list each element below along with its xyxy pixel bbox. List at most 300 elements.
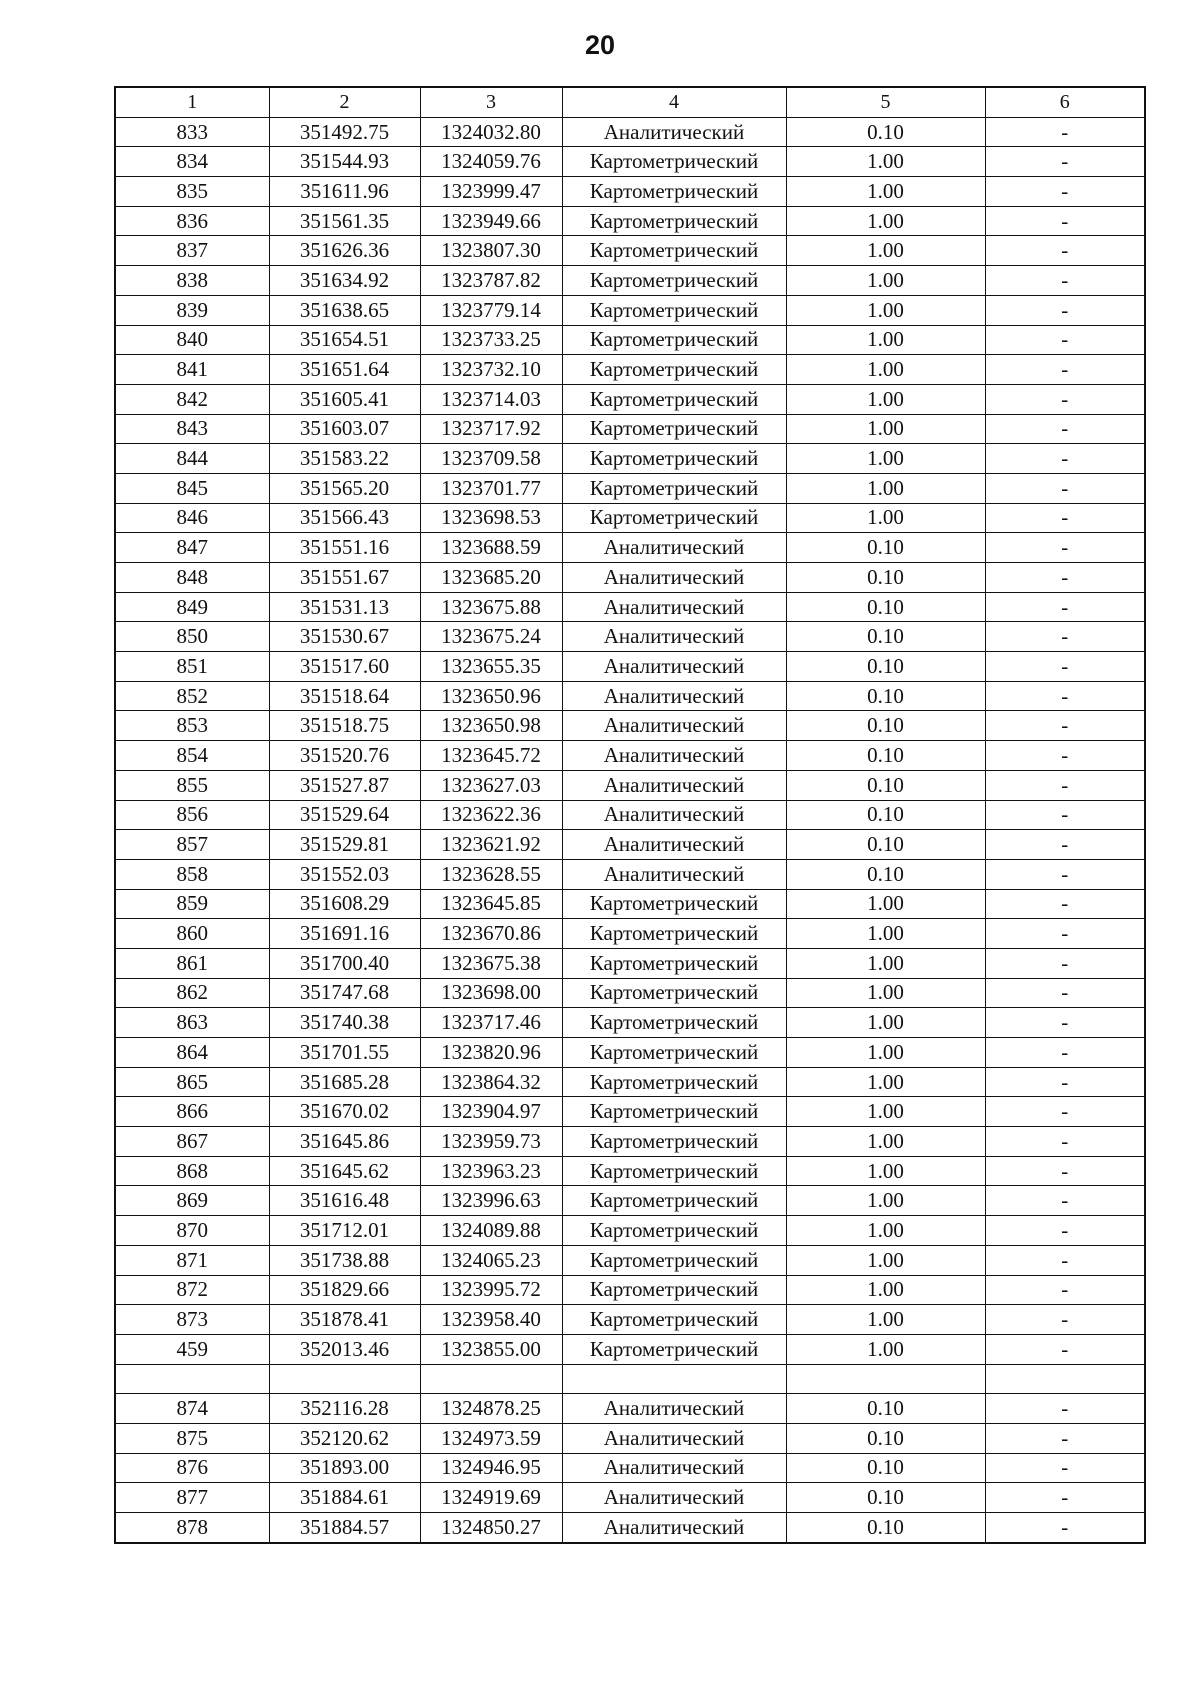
cell-method: Картометрический: [562, 355, 786, 385]
table-row: [115, 177, 1145, 207]
cell-x-coordinate: 351638.65: [269, 295, 420, 325]
cell-accuracy: 1.00: [786, 1067, 985, 1097]
cell-point-number: 873: [115, 1305, 269, 1335]
cell-method: Картометрический: [562, 1275, 786, 1305]
cell-note: -: [985, 1275, 1145, 1305]
cell-x-coordinate: 351701.55: [269, 1038, 420, 1068]
cell-y-coordinate: 1323650.96: [420, 681, 562, 711]
cell-method: Аналитический: [562, 859, 786, 889]
cell-y-coordinate: 1323670.86: [420, 919, 562, 949]
cell-point-number: 854: [115, 741, 269, 771]
cell-note: -: [985, 444, 1145, 474]
cell-x-coordinate: 351645.62: [269, 1156, 420, 1186]
cell-point-number: 875: [115, 1423, 269, 1453]
cell-point-number: 861: [115, 948, 269, 978]
cell-y-coordinate: 1324973.59: [420, 1423, 562, 1453]
cell-point-number: 840: [115, 325, 269, 355]
cell-accuracy: 0.10: [786, 830, 985, 860]
cell-note: -: [985, 652, 1145, 682]
cell-note: -: [985, 503, 1145, 533]
cell-note: -: [985, 1513, 1145, 1543]
table-body: [115, 117, 1145, 1543]
cell-x-coordinate: 351616.48: [269, 1186, 420, 1216]
cell-note: -: [985, 295, 1145, 325]
cell-accuracy: 1.00: [786, 384, 985, 414]
table-row: [115, 978, 1145, 1008]
cell-point-number: 863: [115, 1008, 269, 1038]
table-row: [115, 1394, 1145, 1424]
table-row: [115, 1245, 1145, 1275]
cell-x-coordinate: 351829.66: [269, 1275, 420, 1305]
cell-x-coordinate: 351884.57: [269, 1513, 420, 1543]
cell-method: Картометрический: [562, 325, 786, 355]
cell-accuracy: 1.00: [786, 1334, 985, 1364]
table-row: [115, 681, 1145, 711]
cell-y-coordinate: 1323701.77: [420, 473, 562, 503]
cell-note: -: [985, 384, 1145, 414]
table-row: [115, 948, 1145, 978]
cell-y-coordinate: 1323675.24: [420, 622, 562, 652]
cell-note: -: [985, 711, 1145, 741]
page-number: 20: [584, 30, 616, 60]
cell-note: -: [985, 1038, 1145, 1068]
cell-method: Картометрический: [562, 1334, 786, 1364]
cell-point-number: 871: [115, 1245, 269, 1275]
table-row: [115, 830, 1145, 860]
table-row: [115, 384, 1145, 414]
cell-x-coordinate: 352013.46: [269, 1334, 420, 1364]
table-row: [115, 1156, 1145, 1186]
cell-method: Картометрический: [562, 919, 786, 949]
cell-method: Картометрический: [562, 473, 786, 503]
cell-accuracy: 0.10: [786, 1513, 985, 1543]
cell-point-number: 852: [115, 681, 269, 711]
cell-method: Картометрический: [562, 1305, 786, 1335]
cell-accuracy: 0.10: [786, 859, 985, 889]
cell-note: -: [985, 830, 1145, 860]
cell-method: Аналитический: [562, 741, 786, 771]
table-row: [115, 1364, 1145, 1394]
cell-method: Картометрический: [562, 1038, 786, 1068]
cell-note: -: [985, 741, 1145, 771]
cell-method: Аналитический: [562, 681, 786, 711]
cell-y-coordinate: 1323714.03: [420, 384, 562, 414]
cell-y-coordinate: 1323999.47: [420, 177, 562, 207]
cell-point-number: 843: [115, 414, 269, 444]
cell-method: Аналитический: [562, 1453, 786, 1483]
cell-note: -: [985, 681, 1145, 711]
cell-method: Аналитический: [562, 770, 786, 800]
cell-note: [985, 1364, 1145, 1394]
cell-accuracy: 0.10: [786, 1394, 985, 1424]
cell-point-number: 850: [115, 622, 269, 652]
cell-x-coordinate: 351654.51: [269, 325, 420, 355]
table-row: [115, 117, 1145, 147]
cell-y-coordinate: 1323717.92: [420, 414, 562, 444]
table-row: [115, 473, 1145, 503]
table-row: [115, 1097, 1145, 1127]
cell-x-coordinate: 351566.43: [269, 503, 420, 533]
table-row: [115, 236, 1145, 266]
table-row: [115, 1334, 1145, 1364]
cell-accuracy: 1.00: [786, 236, 985, 266]
cell-y-coordinate: [420, 1364, 562, 1394]
cell-point-number: 874: [115, 1394, 269, 1424]
cell-method: Картометрический: [562, 444, 786, 474]
cell-x-coordinate: 351700.40: [269, 948, 420, 978]
table-row: [115, 266, 1145, 296]
cell-x-coordinate: 351517.60: [269, 652, 420, 682]
cell-accuracy: 1.00: [786, 889, 985, 919]
table-row: [115, 503, 1145, 533]
column-header: 1: [115, 87, 269, 117]
cell-method: Картометрический: [562, 948, 786, 978]
cell-x-coordinate: 352116.28: [269, 1394, 420, 1424]
column-header: 5: [786, 87, 985, 117]
cell-method: Аналитический: [562, 117, 786, 147]
coordinates-table: [114, 86, 1146, 1544]
column-header: 3: [420, 87, 562, 117]
cell-y-coordinate: 1323628.55: [420, 859, 562, 889]
cell-y-coordinate: 1323622.36: [420, 800, 562, 830]
table-row: [115, 711, 1145, 741]
cell-point-number: 842: [115, 384, 269, 414]
cell-x-coordinate: 351685.28: [269, 1067, 420, 1097]
table-row: [115, 563, 1145, 593]
cell-method: Картометрический: [562, 414, 786, 444]
cell-y-coordinate: 1323655.35: [420, 652, 562, 682]
cell-accuracy: 1.00: [786, 266, 985, 296]
column-header: 2: [269, 87, 420, 117]
cell-accuracy: 0.10: [786, 1483, 985, 1513]
cell-y-coordinate: 1323949.66: [420, 206, 562, 236]
cell-note: -: [985, 473, 1145, 503]
cell-y-coordinate: 1323650.98: [420, 711, 562, 741]
cell-accuracy: 1.00: [786, 1186, 985, 1216]
table-row: [115, 1008, 1145, 1038]
table-row: [115, 859, 1145, 889]
cell-note: -: [985, 266, 1145, 296]
table-row: [115, 1038, 1145, 1068]
table-row: [115, 800, 1145, 830]
cell-point-number: 876: [115, 1453, 269, 1483]
cell-y-coordinate: 1323698.00: [420, 978, 562, 1008]
cell-x-coordinate: 351603.07: [269, 414, 420, 444]
cell-point-number: 859: [115, 889, 269, 919]
cell-note: -: [985, 1334, 1145, 1364]
cell-point-number: 851: [115, 652, 269, 682]
cell-accuracy: 1.00: [786, 1097, 985, 1127]
cell-method: Картометрический: [562, 147, 786, 177]
cell-y-coordinate: 1323698.53: [420, 503, 562, 533]
cell-note: -: [985, 1394, 1145, 1424]
cell-point-number: 856: [115, 800, 269, 830]
cell-accuracy: 1.00: [786, 1305, 985, 1335]
cell-accuracy: 1.00: [786, 295, 985, 325]
cell-y-coordinate: 1323820.96: [420, 1038, 562, 1068]
cell-accuracy: 1.00: [786, 147, 985, 177]
cell-accuracy: 1.00: [786, 444, 985, 474]
table-row: [115, 652, 1145, 682]
cell-accuracy: 0.10: [786, 1423, 985, 1453]
cell-point-number: 836: [115, 206, 269, 236]
cell-point-number: 855: [115, 770, 269, 800]
cell-y-coordinate: 1323709.58: [420, 444, 562, 474]
cell-method: Аналитический: [562, 1483, 786, 1513]
cell-point-number: 835: [115, 177, 269, 207]
cell-point-number: 839: [115, 295, 269, 325]
cell-x-coordinate: [269, 1364, 420, 1394]
cell-y-coordinate: 1323675.88: [420, 592, 562, 622]
cell-accuracy: 0.10: [786, 770, 985, 800]
cell-note: -: [985, 1216, 1145, 1246]
table-row: [115, 355, 1145, 385]
cell-y-coordinate: 1324065.23: [420, 1245, 562, 1275]
table-row: [115, 1127, 1145, 1157]
table-row: [115, 206, 1145, 236]
cell-x-coordinate: 351518.75: [269, 711, 420, 741]
cell-note: -: [985, 147, 1145, 177]
cell-point-number: 867: [115, 1127, 269, 1157]
cell-note: -: [985, 1305, 1145, 1335]
cell-y-coordinate: 1323904.97: [420, 1097, 562, 1127]
cell-point-number: 868: [115, 1156, 269, 1186]
cell-accuracy: 0.10: [786, 652, 985, 682]
cell-note: -: [985, 770, 1145, 800]
cell-note: -: [985, 355, 1145, 385]
cell-accuracy: 1.00: [786, 1127, 985, 1157]
cell-note: -: [985, 592, 1145, 622]
cell-method: Аналитический: [562, 563, 786, 593]
cell-note: -: [985, 177, 1145, 207]
cell-y-coordinate: 1324919.69: [420, 1483, 562, 1513]
cell-y-coordinate: 1323685.20: [420, 563, 562, 593]
cell-method: Картометрический: [562, 384, 786, 414]
cell-x-coordinate: 351544.93: [269, 147, 420, 177]
cell-point-number: 459: [115, 1334, 269, 1364]
cell-x-coordinate: 351712.01: [269, 1216, 420, 1246]
cell-point-number: 834: [115, 147, 269, 177]
cell-point-number: 866: [115, 1097, 269, 1127]
cell-y-coordinate: 1323864.32: [420, 1067, 562, 1097]
table-row: [115, 592, 1145, 622]
table-row: [115, 1483, 1145, 1513]
cell-y-coordinate: 1323779.14: [420, 295, 562, 325]
cell-accuracy: 0.10: [786, 741, 985, 771]
cell-x-coordinate: 351670.02: [269, 1097, 420, 1127]
cell-point-number: 841: [115, 355, 269, 385]
cell-point-number: 857: [115, 830, 269, 860]
table-row: [115, 414, 1145, 444]
cell-method: Картометрический: [562, 1008, 786, 1038]
cell-accuracy: 1.00: [786, 325, 985, 355]
cell-method: Картометрический: [562, 1156, 786, 1186]
table-row: [115, 325, 1145, 355]
cell-point-number: 878: [115, 1513, 269, 1543]
cell-accuracy: 1.00: [786, 355, 985, 385]
cell-note: -: [985, 236, 1145, 266]
cell-note: -: [985, 1067, 1145, 1097]
cell-accuracy: 0.10: [786, 563, 985, 593]
cell-y-coordinate: 1323717.46: [420, 1008, 562, 1038]
cell-accuracy: 1.00: [786, 919, 985, 949]
cell-point-number: 865: [115, 1067, 269, 1097]
cell-x-coordinate: 351530.67: [269, 622, 420, 652]
cell-x-coordinate: 351605.41: [269, 384, 420, 414]
cell-method: Аналитический: [562, 1423, 786, 1453]
cell-accuracy: 0.10: [786, 117, 985, 147]
cell-accuracy: 1.00: [786, 1216, 985, 1246]
cell-method: Аналитический: [562, 800, 786, 830]
cell-note: -: [985, 1186, 1145, 1216]
cell-point-number: 853: [115, 711, 269, 741]
cell-accuracy: 0.10: [786, 592, 985, 622]
cell-note: -: [985, 1483, 1145, 1513]
table-row: [115, 1067, 1145, 1097]
cell-accuracy: 1.00: [786, 948, 985, 978]
cell-method: [562, 1364, 786, 1394]
table-row: [115, 444, 1145, 474]
cell-accuracy: 0.10: [786, 622, 985, 652]
cell-point-number: 870: [115, 1216, 269, 1246]
cell-point-number: [115, 1364, 269, 1394]
cell-note: -: [985, 117, 1145, 147]
cell-x-coordinate: 351608.29: [269, 889, 420, 919]
cell-accuracy: 1.00: [786, 473, 985, 503]
cell-y-coordinate: 1324946.95: [420, 1453, 562, 1483]
cell-note: -: [985, 1245, 1145, 1275]
cell-note: -: [985, 206, 1145, 236]
table-row: [115, 1305, 1145, 1335]
cell-method: Картометрический: [562, 1097, 786, 1127]
cell-x-coordinate: 351551.67: [269, 563, 420, 593]
cell-y-coordinate: 1323963.23: [420, 1156, 562, 1186]
table-row: [115, 1216, 1145, 1246]
cell-x-coordinate: 352120.62: [269, 1423, 420, 1453]
cell-y-coordinate: 1324032.80: [420, 117, 562, 147]
cell-y-coordinate: 1323807.30: [420, 236, 562, 266]
table-row: [115, 889, 1145, 919]
cell-point-number: 845: [115, 473, 269, 503]
cell-method: Картометрический: [562, 1216, 786, 1246]
cell-y-coordinate: 1323855.00: [420, 1334, 562, 1364]
cell-point-number: 877: [115, 1483, 269, 1513]
table-row: [115, 770, 1145, 800]
cell-note: -: [985, 622, 1145, 652]
cell-note: -: [985, 1097, 1145, 1127]
cell-x-coordinate: 351747.68: [269, 978, 420, 1008]
cell-accuracy: 1.00: [786, 1156, 985, 1186]
cell-note: -: [985, 1156, 1145, 1186]
cell-method: Аналитический: [562, 711, 786, 741]
cell-y-coordinate: 1324850.27: [420, 1513, 562, 1543]
cell-point-number: 847: [115, 533, 269, 563]
cell-accuracy: 0.10: [786, 681, 985, 711]
cell-point-number: 864: [115, 1038, 269, 1068]
cell-x-coordinate: 351634.92: [269, 266, 420, 296]
cell-method: Картометрический: [562, 206, 786, 236]
cell-method: Аналитический: [562, 622, 786, 652]
cell-x-coordinate: 351651.64: [269, 355, 420, 385]
cell-y-coordinate: 1323645.85: [420, 889, 562, 919]
cell-method: Картометрический: [562, 978, 786, 1008]
cell-note: -: [985, 533, 1145, 563]
cell-accuracy: 1.00: [786, 206, 985, 236]
cell-x-coordinate: 351738.88: [269, 1245, 420, 1275]
cell-x-coordinate: 351645.86: [269, 1127, 420, 1157]
cell-point-number: 862: [115, 978, 269, 1008]
cell-x-coordinate: 351561.35: [269, 206, 420, 236]
cell-y-coordinate: 1324878.25: [420, 1394, 562, 1424]
cell-method: Картометрический: [562, 236, 786, 266]
cell-y-coordinate: 1323645.72: [420, 741, 562, 771]
cell-method: Картометрический: [562, 266, 786, 296]
cell-x-coordinate: 351552.03: [269, 859, 420, 889]
cell-accuracy: [786, 1364, 985, 1394]
cell-point-number: 848: [115, 563, 269, 593]
cell-note: -: [985, 800, 1145, 830]
cell-accuracy: 1.00: [786, 1038, 985, 1068]
cell-accuracy: 0.10: [786, 533, 985, 563]
cell-x-coordinate: 351529.64: [269, 800, 420, 830]
cell-point-number: 846: [115, 503, 269, 533]
cell-method: Картометрический: [562, 1127, 786, 1157]
cell-y-coordinate: 1323995.72: [420, 1275, 562, 1305]
cell-y-coordinate: 1323627.03: [420, 770, 562, 800]
cell-y-coordinate: 1323688.59: [420, 533, 562, 563]
cell-y-coordinate: 1323787.82: [420, 266, 562, 296]
cell-note: -: [985, 325, 1145, 355]
cell-point-number: 849: [115, 592, 269, 622]
table-row: [115, 1186, 1145, 1216]
cell-note: -: [985, 563, 1145, 593]
cell-accuracy: 1.00: [786, 1008, 985, 1038]
column-header: 6: [985, 87, 1145, 117]
cell-accuracy: 1.00: [786, 414, 985, 444]
cell-point-number: 838: [115, 266, 269, 296]
cell-note: -: [985, 1453, 1145, 1483]
cell-note: -: [985, 1008, 1145, 1038]
cell-method: Аналитический: [562, 830, 786, 860]
table-row: [115, 295, 1145, 325]
column-header: 4: [562, 87, 786, 117]
cell-x-coordinate: 351740.38: [269, 1008, 420, 1038]
cell-x-coordinate: 351884.61: [269, 1483, 420, 1513]
cell-x-coordinate: 351520.76: [269, 741, 420, 771]
cell-method: Аналитический: [562, 1513, 786, 1543]
cell-note: -: [985, 859, 1145, 889]
cell-point-number: 837: [115, 236, 269, 266]
cell-method: Картометрический: [562, 889, 786, 919]
cell-x-coordinate: 351565.20: [269, 473, 420, 503]
cell-x-coordinate: 351492.75: [269, 117, 420, 147]
cell-note: -: [985, 889, 1145, 919]
cell-y-coordinate: 1323732.10: [420, 355, 562, 385]
cell-method: Картометрический: [562, 295, 786, 325]
cell-accuracy: 1.00: [786, 978, 985, 1008]
cell-accuracy: 1.00: [786, 503, 985, 533]
cell-method: Аналитический: [562, 1394, 786, 1424]
cell-method: Аналитический: [562, 533, 786, 563]
cell-y-coordinate: 1323958.40: [420, 1305, 562, 1335]
cell-accuracy: 1.00: [786, 177, 985, 207]
table-row: [115, 919, 1145, 949]
cell-x-coordinate: 351691.16: [269, 919, 420, 949]
cell-x-coordinate: 351583.22: [269, 444, 420, 474]
table-header-row: [115, 87, 1145, 117]
table-row: [115, 533, 1145, 563]
cell-x-coordinate: 351518.64: [269, 681, 420, 711]
